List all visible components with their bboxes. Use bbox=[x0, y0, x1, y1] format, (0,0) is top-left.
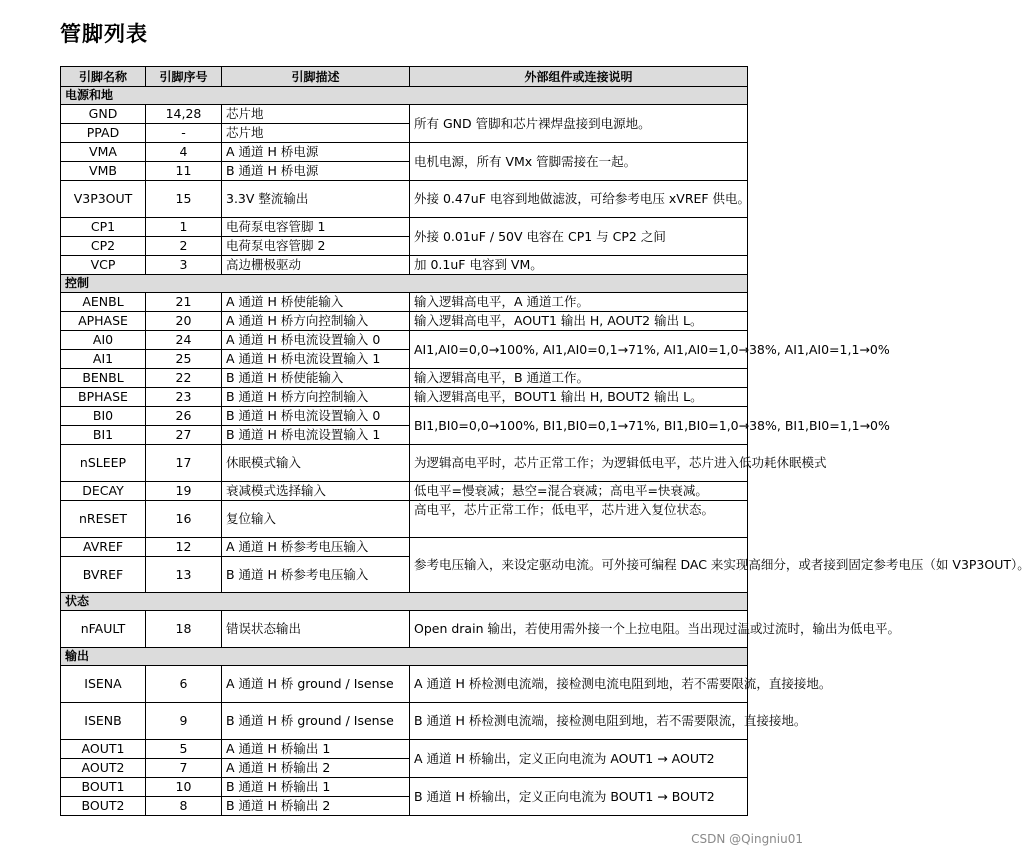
pin-description: 电荷泵电容管脚 1 bbox=[222, 218, 410, 237]
pin-description: 高边栅极驱动 bbox=[222, 256, 410, 275]
pin-description: A 通道 H 桥输出 1 bbox=[222, 740, 410, 759]
external-connection: 外接 0.01uF / 50V 电容在 CP1 与 CP2 之间 bbox=[410, 218, 748, 256]
external-connection: B 通道 H 桥检测电流端，接检测电阻到地，若不需要限流，直接接地。 bbox=[410, 703, 748, 740]
pin-number: 24 bbox=[146, 331, 222, 350]
pin-description: B 通道 H 桥输出 2 bbox=[222, 797, 410, 816]
external-connection: 外接 0.47uF 电容到地做滤波，可给参考电压 xVREF 供电。 bbox=[410, 181, 748, 218]
pin-name: PPAD bbox=[61, 124, 146, 143]
external-connection: 输入逻辑高电平，A 通道工作。 bbox=[410, 293, 748, 312]
external-connection: 为逻辑高电平时，芯片正常工作；为逻辑低电平，芯片进入低功耗休眠模式 bbox=[410, 445, 748, 482]
pin-name: AOUT2 bbox=[61, 759, 146, 778]
pin-number: 20 bbox=[146, 312, 222, 331]
pin-name: VCP bbox=[61, 256, 146, 275]
pin-description: A 通道 H 桥电源 bbox=[222, 143, 410, 162]
pin-number: 27 bbox=[146, 426, 222, 445]
pin-name: BENBL bbox=[61, 369, 146, 388]
pin-name: AENBL bbox=[61, 293, 146, 312]
pin-name: BOUT1 bbox=[61, 778, 146, 797]
pin-description: 衰减模式选择输入 bbox=[222, 482, 410, 501]
pin-name: VMB bbox=[61, 162, 146, 181]
table-row bbox=[61, 407, 748, 426]
section-label: 电源和地 bbox=[61, 87, 748, 105]
pin-description: 错误状态输出 bbox=[222, 611, 410, 648]
external-connection: B 通道 H 桥输出，定义正向电流为 BOUT1 → BOUT2 bbox=[410, 778, 748, 816]
pin-name: AVREF bbox=[61, 538, 146, 557]
pin-description: A 通道 H 桥方向控制输入 bbox=[222, 312, 410, 331]
pin-name: CP1 bbox=[61, 218, 146, 237]
pin-name: CP2 bbox=[61, 237, 146, 256]
pin-number: 11 bbox=[146, 162, 222, 181]
pin-number: 3 bbox=[146, 256, 222, 275]
pin-number: 15 bbox=[146, 181, 222, 218]
pin-table bbox=[60, 66, 1030, 816]
pin-description: A 通道 H 桥参考电压输入 bbox=[222, 538, 410, 557]
pin-name: BPHASE bbox=[61, 388, 146, 407]
header-pin-description: 引脚描述 bbox=[222, 67, 410, 87]
table-row bbox=[61, 293, 748, 312]
pin-description: B 通道 H 桥输出 1 bbox=[222, 778, 410, 797]
pin-name: AI0 bbox=[61, 331, 146, 350]
external-connection: 高电平，芯片正常工作；低电平，芯片进入复位状态。 bbox=[410, 501, 748, 538]
pin-number: 7 bbox=[146, 759, 222, 778]
pin-description: B 通道 H 桥使能输入 bbox=[222, 369, 410, 388]
header-external-connection: 外部组件或连接说明 bbox=[410, 67, 748, 87]
table-row bbox=[61, 312, 748, 331]
external-connection: BI1,BI0=0,0→100%, BI1,BI0=0,1→71%, BI1,BI0=1,0→38%, BI1,BI0=1,1→0% bbox=[410, 407, 748, 445]
pin-number: 2 bbox=[146, 237, 222, 256]
pin-name: ISENB bbox=[61, 703, 146, 740]
pin-name: DECAY bbox=[61, 482, 146, 501]
table-row bbox=[61, 256, 748, 275]
pin-name: nRESET bbox=[61, 501, 146, 538]
pin-name: GND bbox=[61, 105, 146, 124]
pin-number: 12 bbox=[146, 538, 222, 557]
pin-description: B 通道 H 桥电流设置输入 0 bbox=[222, 407, 410, 426]
section-label: 状态 bbox=[61, 593, 748, 611]
table-row bbox=[61, 181, 748, 218]
pin-number: 22 bbox=[146, 369, 222, 388]
pin-number: 23 bbox=[146, 388, 222, 407]
pin-name: BI0 bbox=[61, 407, 146, 426]
pin-description: B 通道 H 桥 ground / Isense bbox=[222, 703, 410, 740]
section-row bbox=[61, 275, 748, 293]
pin-number: 18 bbox=[146, 611, 222, 648]
section-row bbox=[61, 593, 748, 611]
external-connection: 输入逻辑高电平，BOUT1 输出 H, BOUT2 输出 L。 bbox=[410, 388, 748, 407]
pin-description: B 通道 H 桥参考电压输入 bbox=[222, 557, 410, 593]
pin-description: 芯片地 bbox=[222, 105, 410, 124]
pin-number: 9 bbox=[146, 703, 222, 740]
pin-number: 13 bbox=[146, 557, 222, 593]
table-body bbox=[61, 87, 1030, 816]
external-connection: 低电平=慢衰减；悬空=混合衰减；高电平=快衰减。 bbox=[410, 482, 748, 501]
table-row bbox=[61, 703, 748, 740]
pin-description: A 通道 H 桥电流设置输入 1 bbox=[222, 350, 410, 369]
pin-number: 8 bbox=[146, 797, 222, 816]
pin-description: A 通道 H 桥输出 2 bbox=[222, 759, 410, 778]
table-row bbox=[61, 143, 748, 162]
pin-name: APHASE bbox=[61, 312, 146, 331]
table-row bbox=[61, 538, 748, 557]
external-connection: A 通道 H 桥检测电流端，接检测电流电阻到地，若不需要限流，直接接地。 bbox=[410, 666, 748, 703]
pin-number: 10 bbox=[146, 778, 222, 797]
table-row bbox=[61, 445, 748, 482]
external-connection: AI1,AI0=0,0→100%, AI1,AI0=0,1→71%, AI1,AI0=1,0→38%, AI1,AI0=1,1→0% bbox=[410, 331, 748, 369]
section-label: 控制 bbox=[61, 275, 748, 293]
pin-number: 21 bbox=[146, 293, 222, 312]
pin-number: 26 bbox=[146, 407, 222, 426]
table-row bbox=[61, 501, 748, 538]
pin-name: ISENA bbox=[61, 666, 146, 703]
pin-description: 电荷泵电容管脚 2 bbox=[222, 237, 410, 256]
page-title: 管脚列表 bbox=[60, 22, 148, 46]
external-connection: 所有 GND 管脚和芯片裸焊盘接到电源地。 bbox=[410, 105, 748, 143]
pin-description: A 通道 H 桥 ground / Isense bbox=[222, 666, 410, 703]
pin-number: 4 bbox=[146, 143, 222, 162]
pin-name: V3P3OUT bbox=[61, 181, 146, 218]
pin-number: 19 bbox=[146, 482, 222, 501]
table-row bbox=[61, 778, 748, 797]
pin-number: - bbox=[146, 124, 222, 143]
external-connection: 输入逻辑高电平，B 通道工作。 bbox=[410, 369, 748, 388]
header-pin-name: 引脚名称 bbox=[61, 67, 146, 87]
pin-number: 1 bbox=[146, 218, 222, 237]
table-row bbox=[61, 105, 748, 124]
table-row bbox=[61, 740, 748, 759]
pin-description: B 通道 H 桥电源 bbox=[222, 162, 410, 181]
section-row bbox=[61, 648, 748, 666]
table-row bbox=[61, 388, 748, 407]
pin-name: AOUT1 bbox=[61, 740, 146, 759]
pin-description: 休眠模式输入 bbox=[222, 445, 410, 482]
table-row bbox=[61, 218, 748, 237]
table-row bbox=[61, 611, 748, 648]
pin-description: 3.3V 整流输出 bbox=[222, 181, 410, 218]
table-row bbox=[61, 331, 748, 350]
pin-name: BI1 bbox=[61, 426, 146, 445]
section-row bbox=[61, 87, 748, 105]
pin-name: BVREF bbox=[61, 557, 146, 593]
pin-description: A 通道 H 桥电流设置输入 0 bbox=[222, 331, 410, 350]
pin-number: 6 bbox=[146, 666, 222, 703]
table-row bbox=[61, 369, 748, 388]
pin-name: nSLEEP bbox=[61, 445, 146, 482]
pin-name: BOUT2 bbox=[61, 797, 146, 816]
pin-number: 5 bbox=[146, 740, 222, 759]
pin-name: VMA bbox=[61, 143, 146, 162]
pin-description: B 通道 H 桥电流设置输入 1 bbox=[222, 426, 410, 445]
external-connection: 输入逻辑高电平，AOUT1 输出 H, AOUT2 输出 L。 bbox=[410, 312, 748, 331]
pin-description: A 通道 H 桥使能输入 bbox=[222, 293, 410, 312]
table-header-row bbox=[61, 67, 748, 87]
table-row bbox=[61, 666, 748, 703]
section-label: 输出 bbox=[61, 648, 748, 666]
pin-name: nFAULT bbox=[61, 611, 146, 648]
pin-description: 复位输入 bbox=[222, 501, 410, 538]
external-connection: 参考电压输入，来设定驱动电流。可外接可编程 DAC 来实现高细分，或者接到固定参考电压（如 V3P3OUT）。 bbox=[410, 538, 748, 593]
pin-description: B 通道 H 桥方向控制输入 bbox=[222, 388, 410, 407]
watermark: CSDN @Qingniu01 bbox=[691, 832, 803, 846]
pin-number: 25 bbox=[146, 350, 222, 369]
pin-number: 14,28 bbox=[146, 105, 222, 124]
pin-description: 芯片地 bbox=[222, 124, 410, 143]
pin-number: 17 bbox=[146, 445, 222, 482]
pin-name: AI1 bbox=[61, 350, 146, 369]
external-connection: Open drain 输出，若使用需外接一个上拉电阻。当出现过温或过流时，输出为低电平。 bbox=[410, 611, 748, 648]
header-pin-number: 引脚序号 bbox=[146, 67, 222, 87]
external-connection: 电机电源，所有 VMx 管脚需接在一起。 bbox=[410, 143, 748, 181]
table-row bbox=[61, 482, 748, 501]
external-connection: A 通道 H 桥输出，定义正向电流为 AOUT1 → AOUT2 bbox=[410, 740, 748, 778]
external-connection: 加 0.1uF 电容到 VM。 bbox=[410, 256, 748, 275]
pin-number: 16 bbox=[146, 501, 222, 538]
